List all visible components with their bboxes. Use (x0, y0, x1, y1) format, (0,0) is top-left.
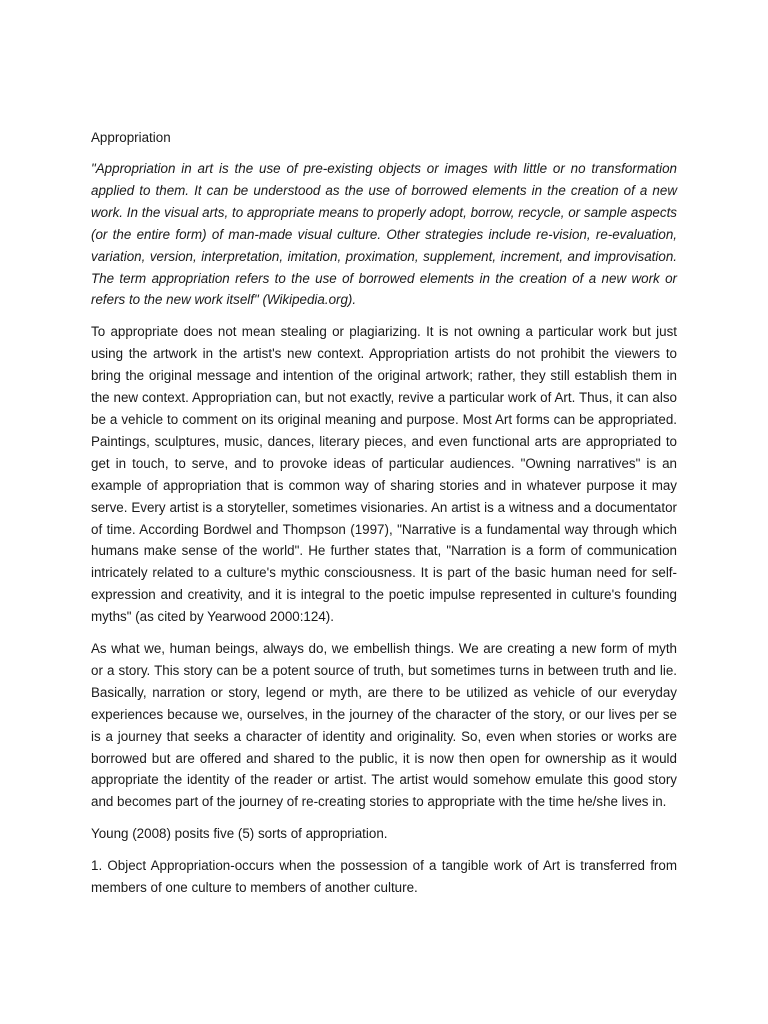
body-paragraph-1: To appropriate does not mean stealing or plagiarizing. It is not owning a particular work but just using the artwork in the artist's new context. Appropriation artists do not prohibit the viewers to bring the original message and intention of the original artwork; rather, they still establish them in the new context. Appropriation can, but not exactly, revive a particular work of Art. Thus, it can also be a vehicle to comment on its original meaning and purpose. Most Art forms can be appropriated. Paintings, sculptures, music, dances, literary pieces, and even functional arts are appropriated to get in touch, to serve, and to provoke ideas of particular audiences. "Owning narratives" is an example of appropriation that is common way of sharing stories and in whatever purpose it may serve. Every artist is a storyteller, sometimes visionaries. An artist is a witness and a documentator of time. According Bordwel and Thompson (1997), "Narrative is a fundamental way through which humans make sense of the world". He further states that, "Narration is a form of communication intricately related to a culture's mythic consciousness. It is part of the basic human need for self-expression and creativity, and it is integral to the poetic impulse represented in culture's founding myths" (as cited by Yearwood 2000:124). (91, 324, 677, 625)
document-heading: Appropriation (91, 130, 171, 145)
body-paragraph-2: As what we, human beings, always do, we embellish things. We are creating a new form of myth or a story. This story can be a potent source of truth, but sometimes turns in between truth and lie. Basically, narration or story, legend or myth, are there to be utilized as vehicle of our everyday experiences because we, ourselves, in the journey of the character of the story, or our lives per se is a journey that seeks a character of identity and originality. So, even when stories or works are borrowed but are offered and shared to the public, it is now then open for ownership as it would appropriate the identity of the reader or artist. The artist would somehow emulate this good story and becomes part of the journey of re-creating stories to appropriate with the time he/she lives in. (91, 641, 677, 810)
body-paragraph-3: Young (2008) posits five (5) sorts of appropriation. (91, 826, 388, 842)
list-item-object-appropriation: 1. Object Appropriation-occurs when the possession of a tangible work of Art is transferred from members of one culture to members of another culture. (91, 858, 677, 896)
quote-paragraph: "Appropriation in art is the use of pre-existing objects or images with little or no transformation applied to them. It can be understood as the use of borrowed elements in the creation of a new work. In the visual arts, to appropriate means to properly adopt, borrow, recycle, or sample aspects (or the entire form) of man-made visual culture. Other strategies include re-vision, re-evaluation, variation, version, interpretation, imitation, proximation, supplement, increment, and improvisation. The term appropriation refers to the use of borrowed elements in the creation of a new work or refers to the new work itself" (Wikipedia.org). (91, 161, 677, 308)
document-page (91, 127, 677, 899)
